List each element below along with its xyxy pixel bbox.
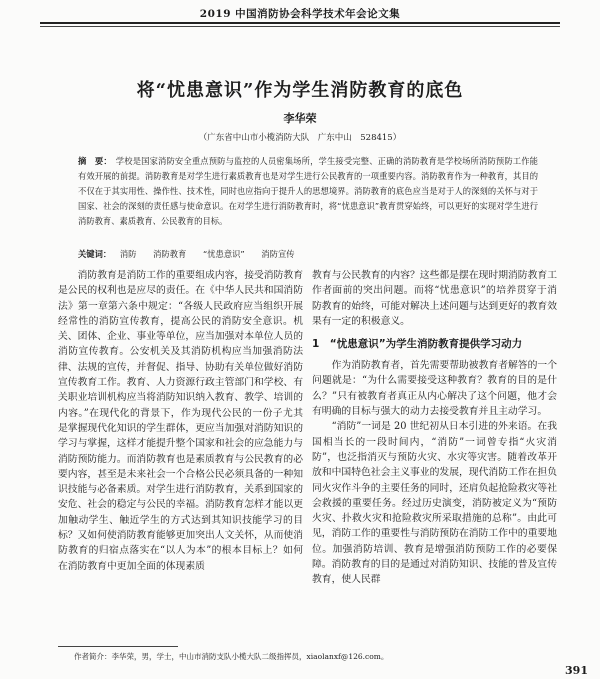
running-header: 2019 中国消防协会科学技术年会论文集 (199, 8, 401, 20)
author-footnote: 作者简介：李华荣，男，学士，中山市消防支队小榄大队二级指挥员，xiaolanxf@126.com。 (74, 652, 389, 661)
abstract-label: 摘 要： (78, 156, 112, 166)
keyword-item: 消防 (119, 249, 137, 259)
body-paragraph: 作为消防教育者，首先需要帮助被教育者解答的一个问题就是：“为什么需要接受这种教育？教育的目的是什么？”只有被教育者真正从内心解决了这个问题，他才会有明确的目标与强大的动力去接受教育并且主动学习。 (312, 360, 557, 418)
section-heading: 1 “忧患意识”为学生消防教育提供学习动力 (312, 338, 523, 351)
abstract-text: 学校是国家消防安全重点预防与监控的人员密集场所，学生接受完整、正确的消防教育是学校场所消防预防工作能有效开展的前提。消防教育是对学生进行素质教育也是对学生进行公民教育的一项重要内容。消防教育作为一种教育，其目的不仅在于其实用性、操作性、技术性，同时也应指向于提升人的思想境界。消防教育的底色应当是对于人的深刻的关怀与对于国家、社会的深刻的责任感与使命意识。在对学生进行消防教育时，将“忧患意识”教育贯穿始终，可以更好的实现对学生进行消防教育、素质教育、公民教育的目标。 (78, 156, 538, 226)
paper-title: 将“忧患意识”作为学生消防教育的底色 (136, 80, 464, 101)
body-paragraph: “消防”一词是 20 世纪初从日本引进的外来语。在我国相当长的一段时间内，“消防”一词曾专指“火灾消防”，也泛指消灭与预防火灾、水灾等灾害。随着改革开放和中国特色社会主义事业的发展，现代消防工作在担负同火灾作斗争的主要任务的同时，还肩负起抢险救灾等社会救援的重要任务。经过历史演变，消防被定义为“预防火灾、扑救火灾和抢险救灾所采取措施的总称”。由此可见，消防工作的重要性与消防预防在消防工作中的重要地位。加强消防培训、教育是增强消防预防工作的必要保障。消防教育的目的是通过对消防知识、技能的普及宣传教育，使人民群 (312, 421, 557, 586)
author-affiliation: （广东省中山市小榄消防大队 广东中山 528415） (198, 133, 402, 143)
footnote-rule (58, 646, 178, 647)
author-name: 李华荣 (283, 112, 317, 125)
body-paragraph: 教育与公民教育的内容？这些都是摆在现时期消防教育工作者面前的突出问题。而将“忧患意识”的培养贯穿于消防教育的始终，可能对解决上述问题与达到更好的教育效果有一定的积极意义。 (312, 270, 557, 327)
keywords (78, 247, 538, 262)
header-rule-thick (40, 22, 560, 24)
body-column-right (312, 268, 557, 643)
keywords-label: 关键词： (78, 249, 112, 259)
body-paragraph: 消防教育是消防工作的重要组成内容，接受消防教育是公民的权利也是应尽的责任。在《中华人民共和国消防法》第一章第六条中规定：“各级人民政府应当组织开展经常性的消防宣传教育，提高公民的消防安全意识。机关、团体、企业、事业等单位，应当加强对本单位人员的消防宣传教育。公安机关及其消防机构应当加强消防法律、法规的宣传，并督促、指导、协助有关单位做好消防宣传教育工作。教育、人力资源行政主管部门和学校、有关职业培训机构应当将消防知识纳入教育、教学、培训的内容。”在现代化的背景下，作为现代公民的一份子尤其是掌握现代化知识的学生群体，更应当加强对消防知识的学习与掌握，这样才能提升整个国家和社会的应急能力与消防预防能力。而消防教育也是素质教育与公民教育的必要内容，甚至是未来社会一个合格公民必须具备的一种知识技能与必备素质。对学生进行消防教育，关系到国家的安危、社会的稳定与公民的幸福。消防教育怎样才能以更加触动学生、触近学生的方式达到其知识技能学习的目标？又如何使消防教育能够更加突出人文关怀，从而使消防教育的归宿点落实在“以人为本”的根本目标上？如何在消防教育中更加全面的体现素质 (58, 270, 303, 572)
page-number: 391 (565, 664, 588, 677)
keyword-item: “忧患意识” (202, 249, 245, 259)
abstract (78, 154, 538, 229)
body-column-left (58, 268, 303, 643)
keyword-item: 消防教育 (153, 249, 187, 259)
header-rule-thin (40, 26, 560, 27)
keyword-item: 消防宣传 (261, 249, 295, 259)
